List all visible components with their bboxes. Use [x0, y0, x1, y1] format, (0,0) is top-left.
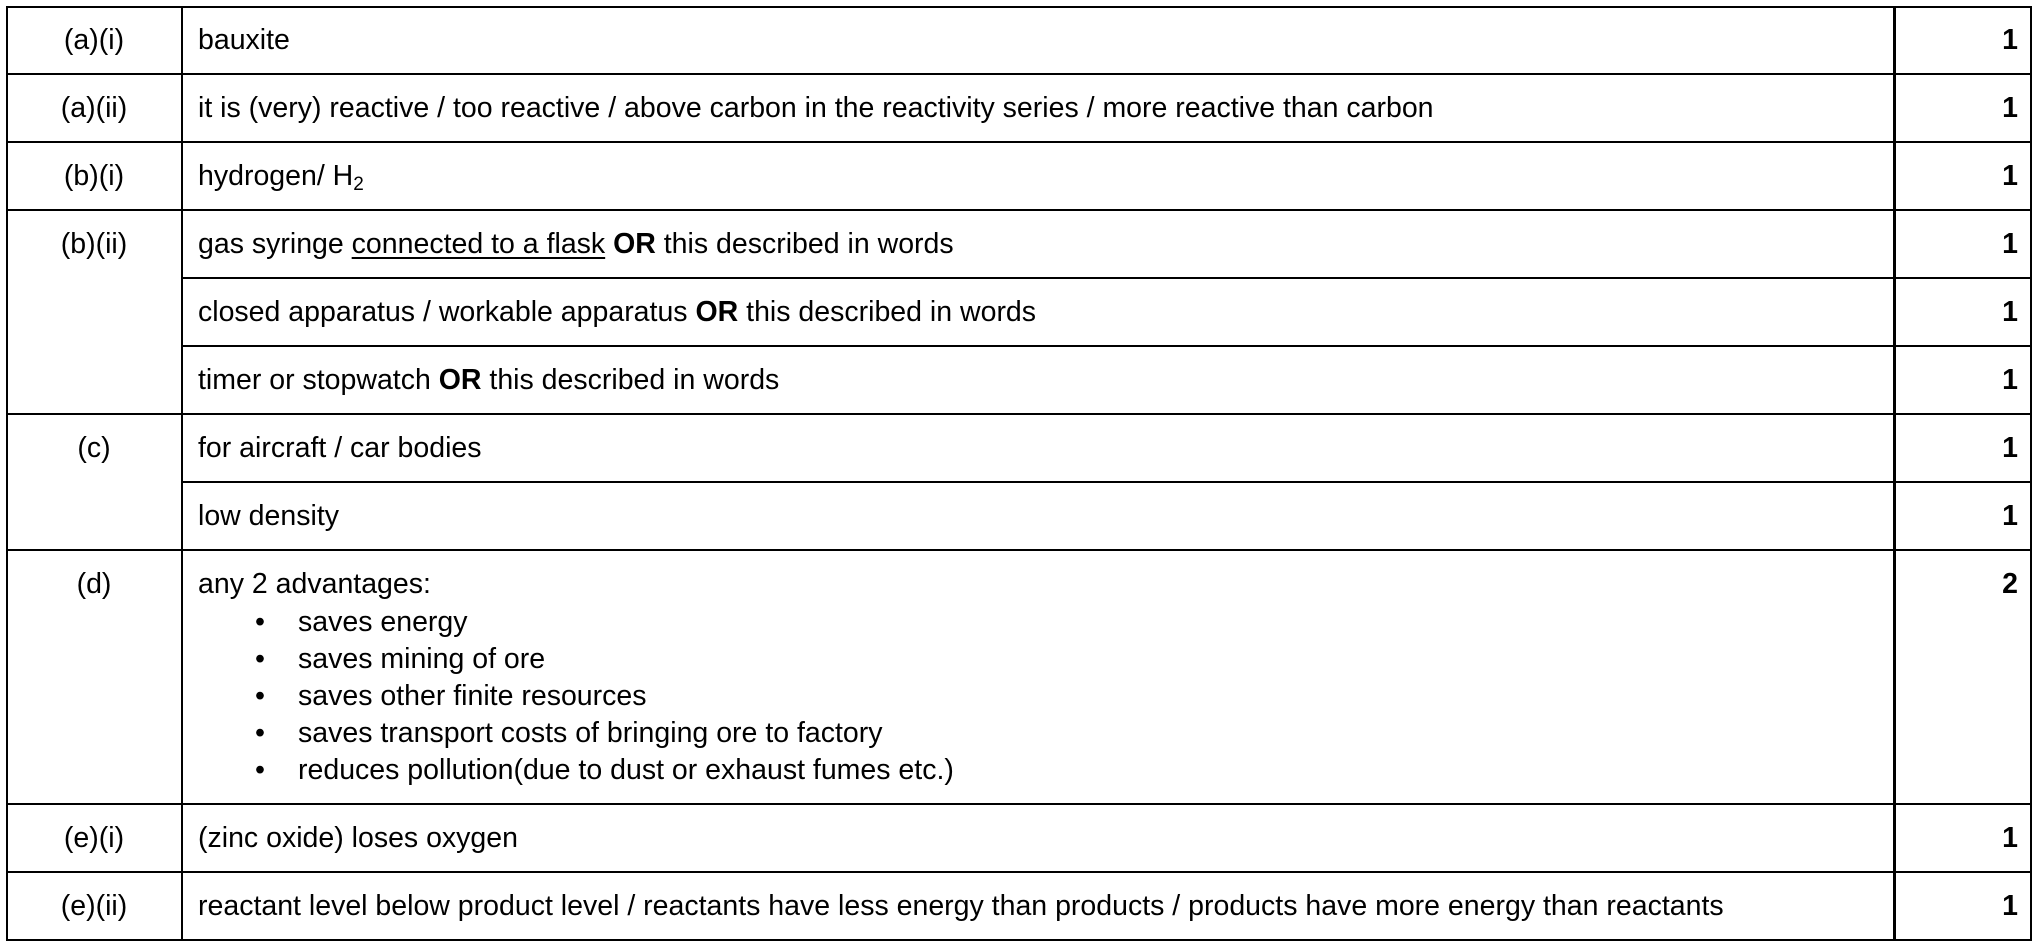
mark-value: 1: [2002, 228, 2018, 260]
list-item: [198, 752, 954, 789]
answer-text: (zinc oxide) loses oxygen: [198, 822, 518, 854]
mark-value: 1: [2002, 160, 2018, 192]
list-item-text: saves transport costs of bringing ore to factory: [298, 717, 883, 749]
answer-text: [198, 227, 954, 261]
list-item-text: saves energy: [298, 606, 468, 638]
answer-text: [198, 363, 779, 397]
row-divider: [8, 871, 2030, 873]
answer-text: low density: [198, 500, 339, 532]
part-label: (b)(i): [63, 160, 125, 192]
bullet-icon: •: [255, 606, 265, 638]
row-divider: [8, 413, 2030, 415]
answer-text: [198, 159, 364, 193]
bold-or: OR: [695, 296, 739, 328]
advantages-list: [198, 604, 954, 789]
mark-value: 1: [2002, 432, 2018, 464]
part-label: (a)(ii): [60, 92, 128, 124]
part-label: (b)(ii): [60, 228, 128, 260]
answer-text: [198, 295, 1036, 329]
answer-text: it is (very) reactive / too reactive / above carbon in the reactivity series / more reactive than carbon: [198, 92, 1434, 124]
part-label: (e)(ii): [60, 890, 128, 922]
mark-value: 1: [2002, 296, 2018, 328]
answer-segment: timer or stopwatch: [198, 364, 439, 396]
bold-or: OR: [613, 228, 656, 260]
bullet-icon: •: [255, 717, 265, 749]
row-divider: [8, 73, 2030, 75]
mark-value: 1: [2002, 24, 2018, 56]
list-item: [198, 715, 954, 752]
answer-segment: this described in words: [738, 296, 1037, 328]
row-divider: [181, 277, 2030, 279]
row-divider: [8, 549, 2030, 551]
list-item: [198, 604, 954, 641]
answer-segment: closed apparatus / workable apparatus: [198, 296, 696, 328]
answer-text: reactant level below product level / reactants have less energy than products / products have more energy than reactants: [198, 890, 1724, 922]
answer-main: hydrogen/ H: [198, 160, 354, 192]
answer-text: bauxite: [198, 24, 290, 56]
mark-value: 1: [2002, 92, 2018, 124]
mark-value: 1: [2002, 890, 2018, 922]
list-item-text: reduces pollution(due to dust or exhaust fumes etc.): [298, 754, 954, 786]
mark-scheme-table: [6, 6, 2032, 941]
answer-segment: gas syringe: [198, 228, 352, 260]
bullet-icon: •: [255, 680, 265, 712]
column-divider: [181, 6, 183, 941]
column-divider: [1893, 6, 1896, 941]
list-item-text: saves other finite resources: [298, 680, 647, 712]
row-divider: [181, 345, 2030, 347]
row-divider: [8, 209, 2030, 211]
answer-text: for aircraft / car bodies: [198, 432, 482, 464]
part-label: (a)(i): [63, 24, 125, 56]
row-divider: [8, 939, 2030, 941]
part-label: (e)(i): [63, 822, 125, 854]
row-divider: [8, 6, 2030, 8]
bold-or: OR: [438, 364, 482, 396]
bullet-icon: •: [255, 643, 265, 675]
part-label: (c): [77, 432, 111, 464]
mark-value: 1: [2002, 822, 2018, 854]
underlined-phrase: connected to a flask: [351, 228, 606, 260]
answer-block: [198, 567, 954, 789]
list-item: [198, 678, 954, 715]
answer-segment: this described in words: [481, 364, 780, 396]
list-item-text: saves mining of ore: [298, 643, 546, 675]
mark-value: 2: [2002, 568, 2018, 600]
answer-intro: any 2 advantages:: [198, 568, 431, 600]
part-label: (d): [76, 568, 112, 600]
bullet-icon: •: [255, 754, 265, 786]
mark-value: 1: [2002, 364, 2018, 396]
row-divider: [181, 481, 2030, 483]
row-divider: [8, 803, 2030, 805]
answer-segment: this described in words: [655, 228, 954, 260]
row-divider: [8, 141, 2030, 143]
mark-value: 1: [2002, 500, 2018, 532]
subscript: 2: [353, 174, 364, 195]
list-item: [198, 641, 954, 678]
